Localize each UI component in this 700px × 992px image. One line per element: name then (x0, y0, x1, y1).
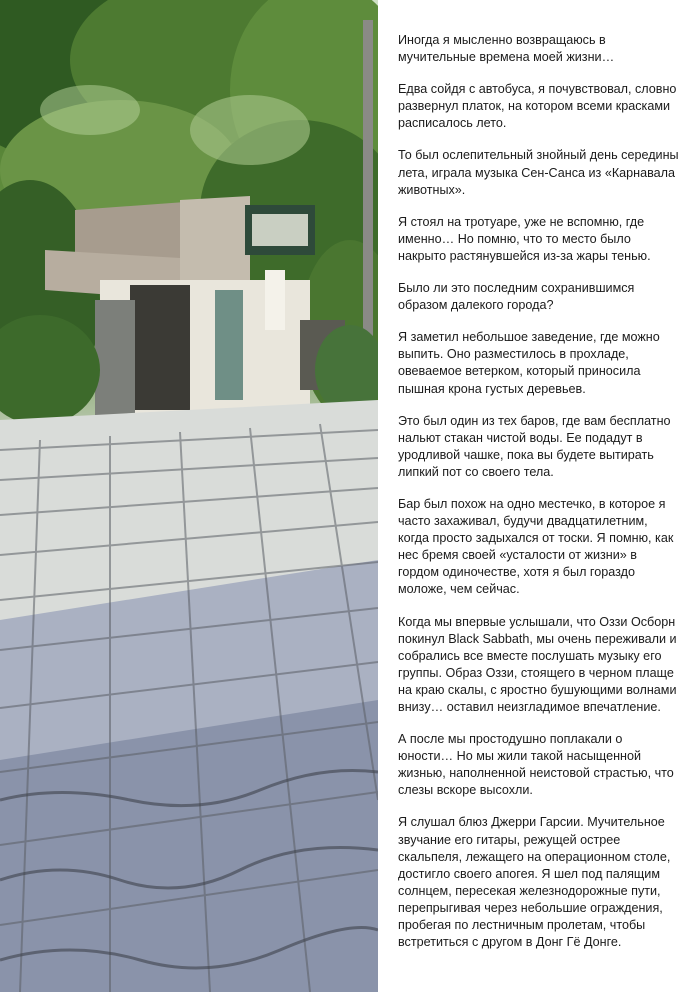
paragraph: А после мы простодушно поплакали о юности… Но мы жили такой насыщенной жизнью, наполненной неистовой страстью, что слезы вскоре высохли. (398, 732, 674, 798)
paragraph: Бар был похож на одно местечко, в которое я часто захаживал, будучи двадцатилетним, когда просто задыхался от тоски. Я помню, как нес бремя своей «усталости от жизни» в гордом одиночестве, хотя я был гораздо моложе, чем сейчас. (398, 496, 674, 597)
paragraph: Когда мы впервые услышали, что Оззи Осборн покинул Black Sabbath, мы очень переживали и собрались все вместе послушать музыку его группы. Образ Оззи, стоящего в черном плаще на краю скалы, с яростно бушующими волнами внизу… оставил неизгладимое впечатление. (398, 614, 677, 714)
story-text-column (398, 32, 680, 966)
paragraph: Было ли это последним сохранившимся образом далекого города? (398, 281, 635, 313)
paragraph: Едва сойдя с автобуса, я почувствовал, словно развернул платок, на котором всеми красками расписалось лето. (398, 82, 677, 131)
paragraph: Я слушал блюз Джерри Гарсии. Мучительное звучание его гитары, режущей острее скальпеля, лежащего на операционном столе, достигло своего апогея. Я шел под палящим солнцем, пересекая железнодорожные пути, перепрыгивая через небольшие ограждения, пробегая по лестничным пролетам, чтобы встретиться с другом в Донг Гё Донге. (398, 815, 671, 950)
paragraph: Иногда я мысленно возвращаюсь в мучительные времена моей жизни… (398, 33, 615, 65)
paragraph: Я заметил небольшое заведение, где можно выпить. Оно разместилось в прохладе, овеваемое ветерком, который приносила пышная крона густых деревьев. (398, 330, 660, 396)
paragraph: Я стоял на тротуаре, уже не вспомню, где именно… Но помню, что то место было накрыто растянувшейся из-за жары тенью. (398, 214, 651, 263)
paragraph: То был ослепительный знойный день середины лета, играла музыка Сен-Санса из «Карнавала животных». (398, 148, 679, 197)
paragraph: Это был один из тех баров, где вам бесплатно нальют стакан чистой воды. Ее подадут в уродливой чашке, пока вы будете вытирать липкий пот со своего тела. (398, 413, 671, 479)
